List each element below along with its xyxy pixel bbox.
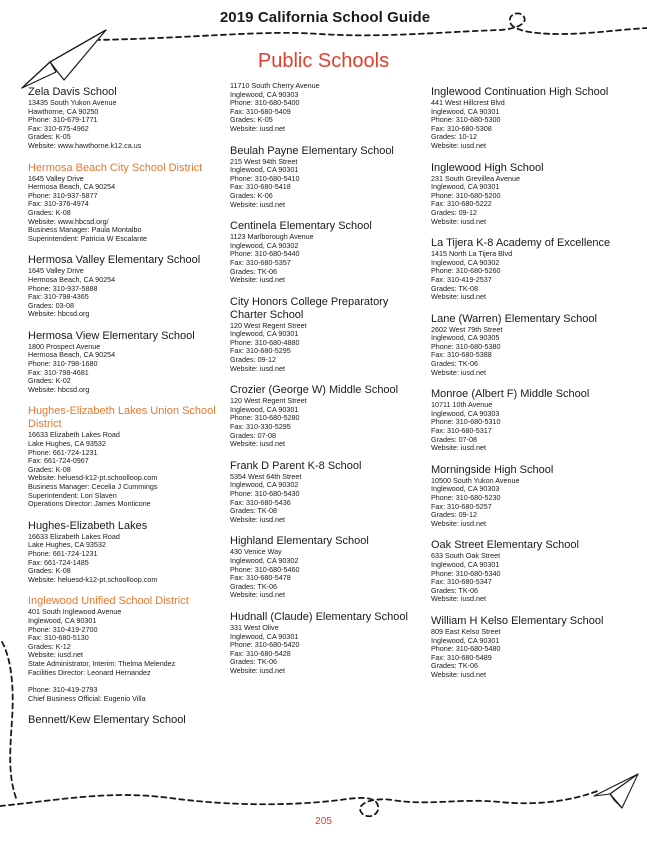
detail-line: 1645 Valley Drive	[28, 266, 84, 276]
detail-line: 120 West Regent Street	[230, 320, 307, 330]
detail-line: Inglewood, CA 90301	[431, 635, 500, 645]
detail-line: Superintendent: Patricia W Escalante	[28, 233, 148, 243]
detail-line: Fax: 310-680-5295	[230, 346, 291, 356]
guide-title: 2019 California School Guide	[219, 9, 431, 26]
directory-entry	[431, 615, 627, 680]
detail-line: Fax: 310-680-5222	[431, 199, 492, 209]
detail-line: 331 West Olive	[230, 622, 279, 632]
website-line: Website: iusd.net	[230, 514, 286, 524]
school-name: City Honors College Preparatory Charter School	[230, 295, 389, 321]
school-name: Beulah Payne Elementary School	[230, 144, 394, 157]
detail-line: Grades: TK-06	[230, 581, 278, 591]
school-name: La Tijera K-8 Academy of Excellence	[431, 237, 611, 250]
detail-line: Phone: 310-680-5420	[230, 640, 300, 650]
detail-line: Fax: 661-724-0967	[28, 456, 89, 466]
school-name: Inglewood Continuation High School	[431, 86, 609, 98]
detail-line: Operations Director: James Monticone	[28, 499, 151, 509]
directory-entry	[230, 535, 426, 600]
detail-line: Phone: 310-680-5200	[431, 190, 501, 200]
detail-line: Fax: 310-680-5489	[431, 652, 492, 662]
detail-line: Hermosa Beach, CA 90254	[28, 182, 116, 192]
directory-entry	[28, 162, 224, 244]
detail-line: 1800 Prospect Avenue	[28, 341, 101, 351]
detail-line: Grades: K-08	[28, 566, 71, 576]
detail-line: Phone: 310-680-5230	[431, 493, 501, 502]
detail-line: Fax: 310-680-5357	[230, 257, 291, 267]
detail-line: Fax: 310-419-2537	[431, 274, 492, 284]
detail-line: 11710 South Cherry Avenue	[230, 81, 320, 90]
school-name: Monroe (Albert F) Middle School	[431, 388, 590, 401]
page-number: 205	[315, 816, 332, 827]
detail-line: 231 South Grevillea Avenue	[431, 173, 520, 183]
website-line: Website: iusd.net	[230, 363, 286, 373]
detail-line: Phone: 310-680-5440	[230, 249, 300, 259]
directory-entry	[230, 296, 426, 374]
detail-line: Phone: 310-937-5877	[28, 190, 98, 200]
school-name: Zela Davis School	[28, 86, 117, 98]
website-line: Website: iusd.net	[230, 123, 286, 133]
detail-line: 1645 Valley Drive	[28, 173, 84, 183]
school-name: Morningside High School	[431, 463, 554, 476]
detail-line: Phone: 661-724-1231	[28, 447, 98, 457]
detail-line: 2602 West 79th Street	[431, 324, 503, 334]
website-line: Website: www.hawthorne.k12.ca.us	[28, 140, 142, 150]
directory-column-2	[230, 82, 426, 687]
school-name: Hudnall (Claude) Elementary School	[230, 610, 408, 623]
website-line: Website: iusd.net	[431, 140, 487, 150]
detail-line: Phone: 310-680-5400	[230, 98, 300, 108]
detail-line: Fax: 661-724-1485	[28, 557, 89, 567]
detail-line: Phone: 310-680-5430	[230, 489, 300, 498]
detail-line: Inglewood, CA 90303	[431, 408, 500, 418]
directory-entry	[431, 539, 627, 604]
detail-line: 10711 10th Avenue	[431, 400, 493, 410]
detail-line: Phone: 310-680-4880	[230, 337, 300, 347]
website-line: Website: iusd.net	[230, 275, 286, 285]
detail-line: Fax: 310-680-5409	[230, 106, 291, 116]
detail-line: 16633 Elizabeth Lakes Road	[28, 531, 120, 541]
detail-line: Inglewood, CA 90301	[431, 559, 500, 569]
district-name: Inglewood Unified School District	[28, 595, 189, 608]
detail-line: Grades: TK-08	[431, 283, 479, 293]
detail-line: Grades: TK-06	[431, 585, 479, 595]
detail-line: Grades: 03-08	[28, 300, 74, 310]
detail-line: 430 Venice Way	[230, 547, 282, 557]
directory-column-3	[431, 86, 627, 691]
detail-line: Facilities Director: Leonard Hernandez	[28, 667, 151, 677]
detail-line: Fax: 310-680-5418	[230, 182, 291, 192]
detail-line: 13435 South Yukon Avenue	[28, 98, 117, 107]
directory-entry	[28, 254, 224, 319]
school-name: Frank D Parent K-8 School	[230, 459, 362, 472]
detail-line: Fax: 310-330-5295	[230, 422, 291, 432]
website-line: Website: heluesd-k12-pt.schoolloop.com	[28, 473, 158, 483]
website-line: Website: iusd.net	[431, 443, 487, 453]
school-name: Highland Elementary School	[230, 535, 369, 548]
detail-line: Inglewood, CA 90303	[431, 484, 500, 494]
detail-line: Fax: 310-680-5347	[431, 577, 492, 587]
directory-entry	[28, 405, 224, 508]
detail-line: 5354 West 64th Street	[230, 471, 302, 481]
website-line: Website: iusd.net	[431, 292, 487, 302]
school-name: Oak Street Elementary School	[431, 539, 579, 552]
detail-line: Phone: 310-680-5410	[230, 173, 300, 183]
detail-line: 633 South Oak Street	[431, 551, 501, 561]
detail-line: Phone: 310-680-5260	[431, 266, 501, 276]
detail-line: Grades: K-05	[230, 115, 273, 125]
detail-line: Grades: TK-06	[230, 657, 278, 667]
detail-line: Fax: 310-798-4681	[28, 367, 89, 377]
detail-line: 16633 Elizabeth Lakes Road	[28, 430, 120, 440]
district-name: Hughes-Elizabeth Lakes Union School District	[28, 405, 216, 431]
detail-line: Fax: 310-680-5388	[431, 350, 492, 360]
detail-line: Hawthorne, CA 90250	[28, 106, 99, 116]
detail-line: Fax: 310-680-5428	[230, 648, 291, 658]
directory-entry	[28, 595, 224, 703]
detail-line: Inglewood, CA 90301	[28, 615, 97, 625]
detail-line: Grades: 09-12	[230, 355, 276, 365]
detail-line: Inglewood, CA 90301	[431, 106, 500, 116]
detail-line: Phone: 310-419-2700	[28, 624, 98, 634]
detail-line: Fax: 310-680-5130	[28, 633, 89, 643]
school-name: Inglewood High School	[431, 161, 544, 174]
detail-line: Inglewood, CA 90301	[431, 182, 500, 192]
detail-line: Grades: K-12	[28, 641, 71, 651]
school-name: Centinela Elementary School	[230, 220, 372, 233]
detail-line: Lake Hughes, CA 93532	[28, 540, 106, 550]
detail-line: Grades: 09-12	[431, 207, 477, 217]
detail-line: 401 South Inglewood Avenue	[28, 607, 122, 617]
detail-line: Phone: 310-680-5460	[230, 564, 300, 574]
detail-line: Inglewood, CA 90302	[230, 480, 299, 490]
detail-line: Phone: 310-680-5380	[431, 341, 501, 351]
detail-line: Grades: K-05	[28, 132, 71, 142]
school-name: Crozier (George W) Middle School	[230, 384, 399, 397]
detail-line: Phone: 310-937-5888	[28, 283, 98, 293]
website-line: Website: iusd.net	[230, 439, 286, 449]
detail-line: 1123 Marlborough Avenue	[230, 232, 314, 242]
directory-entry	[431, 388, 627, 453]
directory-entry	[230, 145, 426, 210]
section-title: Public Schools	[257, 50, 390, 72]
detail-line: 10500 South Yukon Avenue	[431, 475, 520, 485]
detail-line: Grades: TK-06	[431, 359, 479, 369]
directory-entry	[230, 82, 426, 134]
detail-line: Superintendent: Lori Slaven	[28, 490, 117, 500]
directory-entry	[230, 611, 426, 676]
detail-line: Grades: K-06	[230, 190, 273, 200]
website-line: Website: heluesd-k12-pt.schoolloop.com	[28, 574, 158, 584]
school-name: Hermosa Valley Elementary School	[28, 254, 201, 267]
detail-line: Fax: 310-376-4974	[28, 199, 89, 209]
directory-entry	[431, 313, 627, 378]
detail-line: Inglewood, CA 90303	[230, 89, 299, 99]
detail-line: Inglewood, CA 90302	[230, 240, 299, 250]
detail-line: Grades: TK-06	[230, 266, 278, 276]
detail-line: Inglewood, CA 90305	[431, 333, 500, 343]
directory-entry	[28, 330, 224, 395]
directory-entry	[431, 86, 627, 151]
detail-line: Hermosa Beach, CA 90254	[28, 274, 116, 284]
website-line: Website: iusd.net	[431, 367, 487, 377]
detail-line: Inglewood, CA 90302	[230, 555, 299, 565]
detail-line: Fax: 310-680-5308	[431, 123, 492, 133]
school-name: Bennett/Kew Elementary School	[28, 714, 186, 727]
detail-line: Grades: 10-12	[431, 132, 477, 142]
paper-plane-icon	[592, 772, 640, 810]
website-line: Website: hbcsd.org	[28, 384, 90, 394]
detail-line: Grades: K-08	[28, 207, 71, 217]
detail-line: Fax: 310-680-5436	[230, 497, 291, 507]
school-name: William H Kelso Elementary School	[431, 614, 604, 627]
detail-line: Grades: K-08	[28, 464, 71, 474]
website-line: Website: iusd.net	[230, 590, 286, 600]
detail-line: Phone: 661-724-1231	[28, 548, 98, 558]
detail-line: Business Manager: Cecelia J Cummings	[28, 482, 158, 491]
website-line: Website: iusd.net	[431, 669, 487, 679]
directory-entry	[431, 237, 627, 302]
website-line: Website: www.hbcsd.org/	[28, 216, 109, 226]
directory-entry	[230, 220, 426, 285]
directory-entry	[230, 460, 426, 525]
directory-column-1	[28, 86, 224, 738]
detail-line: Grades: 09-12	[431, 510, 477, 520]
detail-line: Inglewood, CA 90302	[431, 257, 500, 267]
website-line: Website: iusd.net	[230, 665, 286, 675]
detail-line: Fax: 310-680-5257	[431, 501, 492, 511]
detail-line: 215 West 94th Street	[230, 156, 298, 166]
detail-line: State Administrator, Interim: Thelma Melendez	[28, 658, 176, 668]
district-name: Hermosa Beach City School District	[28, 161, 203, 174]
directory-entry	[28, 714, 224, 727]
detail-line: Phone: 310-680-5340	[431, 568, 501, 578]
detail-line: Inglewood, CA 90301	[230, 404, 299, 414]
detail-line: 1415 North La Tijera Blvd	[431, 249, 513, 259]
detail-line: Phone: 310-680-5480	[431, 644, 501, 654]
detail-line: Phone: 310-679-1771	[28, 115, 98, 125]
school-name: Hughes-Elizabeth Lakes	[28, 519, 148, 532]
directory-entry	[28, 520, 224, 585]
detail-line: Grades: 07-08	[431, 434, 477, 444]
detail-line: 441 West Hillcrest Blvd	[431, 98, 505, 107]
school-name: Lane (Warren) Elementary School	[431, 312, 597, 325]
detail-line: Phone: 310-798-1680	[28, 359, 98, 369]
detail-line: Phone: 310-680-5310	[431, 417, 501, 427]
detail-line: Lake Hughes, CA 93532	[28, 439, 106, 449]
detail-line: Fax: 310-680-5317	[431, 426, 492, 436]
detail-line: Fax: 310-680-5478	[230, 573, 291, 583]
detail-line: Phone: 310-680-5280	[230, 413, 300, 423]
detail-line: 120 West Regent Street	[230, 396, 307, 406]
detail-line: Business Manager: Paula Montalbo	[28, 225, 142, 235]
detail-line: Grades: 07-08	[230, 430, 276, 440]
directory-entry	[431, 162, 627, 227]
detail-line: Inglewood, CA 90301	[230, 165, 299, 175]
school-name: Hermosa View Elementary School	[28, 329, 195, 342]
website-line: Website: iusd.net	[431, 216, 487, 226]
detail-line: Fax: 310-675-4962	[28, 123, 89, 133]
detail-line: Hermosa Beach, CA 90254	[28, 350, 116, 360]
detail-line: Grades: TK-08	[230, 506, 278, 516]
directory-entry	[431, 464, 627, 529]
detail-line: Phone: 310-419-2793	[28, 685, 98, 695]
website-line: Website: hbcsd.org	[28, 309, 90, 319]
detail-line: 809 East Kelso Street	[431, 626, 501, 636]
website-line: Website: iusd.net	[230, 199, 286, 209]
detail-line: Chief Business Official: Eugenio Villa	[28, 693, 146, 703]
website-line: Website: iusd.net	[431, 518, 487, 528]
detail-line: Grades: K-02	[28, 376, 71, 386]
detail-line: Inglewood, CA 90301	[230, 329, 299, 339]
detail-line: Phone: 310-680-5300	[431, 115, 501, 125]
directory-entry	[28, 86, 224, 151]
detail-line: Fax: 310-798-4365	[28, 292, 89, 302]
directory-entry	[230, 384, 426, 449]
website-line: Website: iusd.net	[28, 650, 84, 660]
detail-line: Inglewood, CA 90301	[230, 631, 299, 641]
website-line: Website: iusd.net	[431, 594, 487, 604]
detail-line: Grades: TK-06	[431, 661, 479, 671]
